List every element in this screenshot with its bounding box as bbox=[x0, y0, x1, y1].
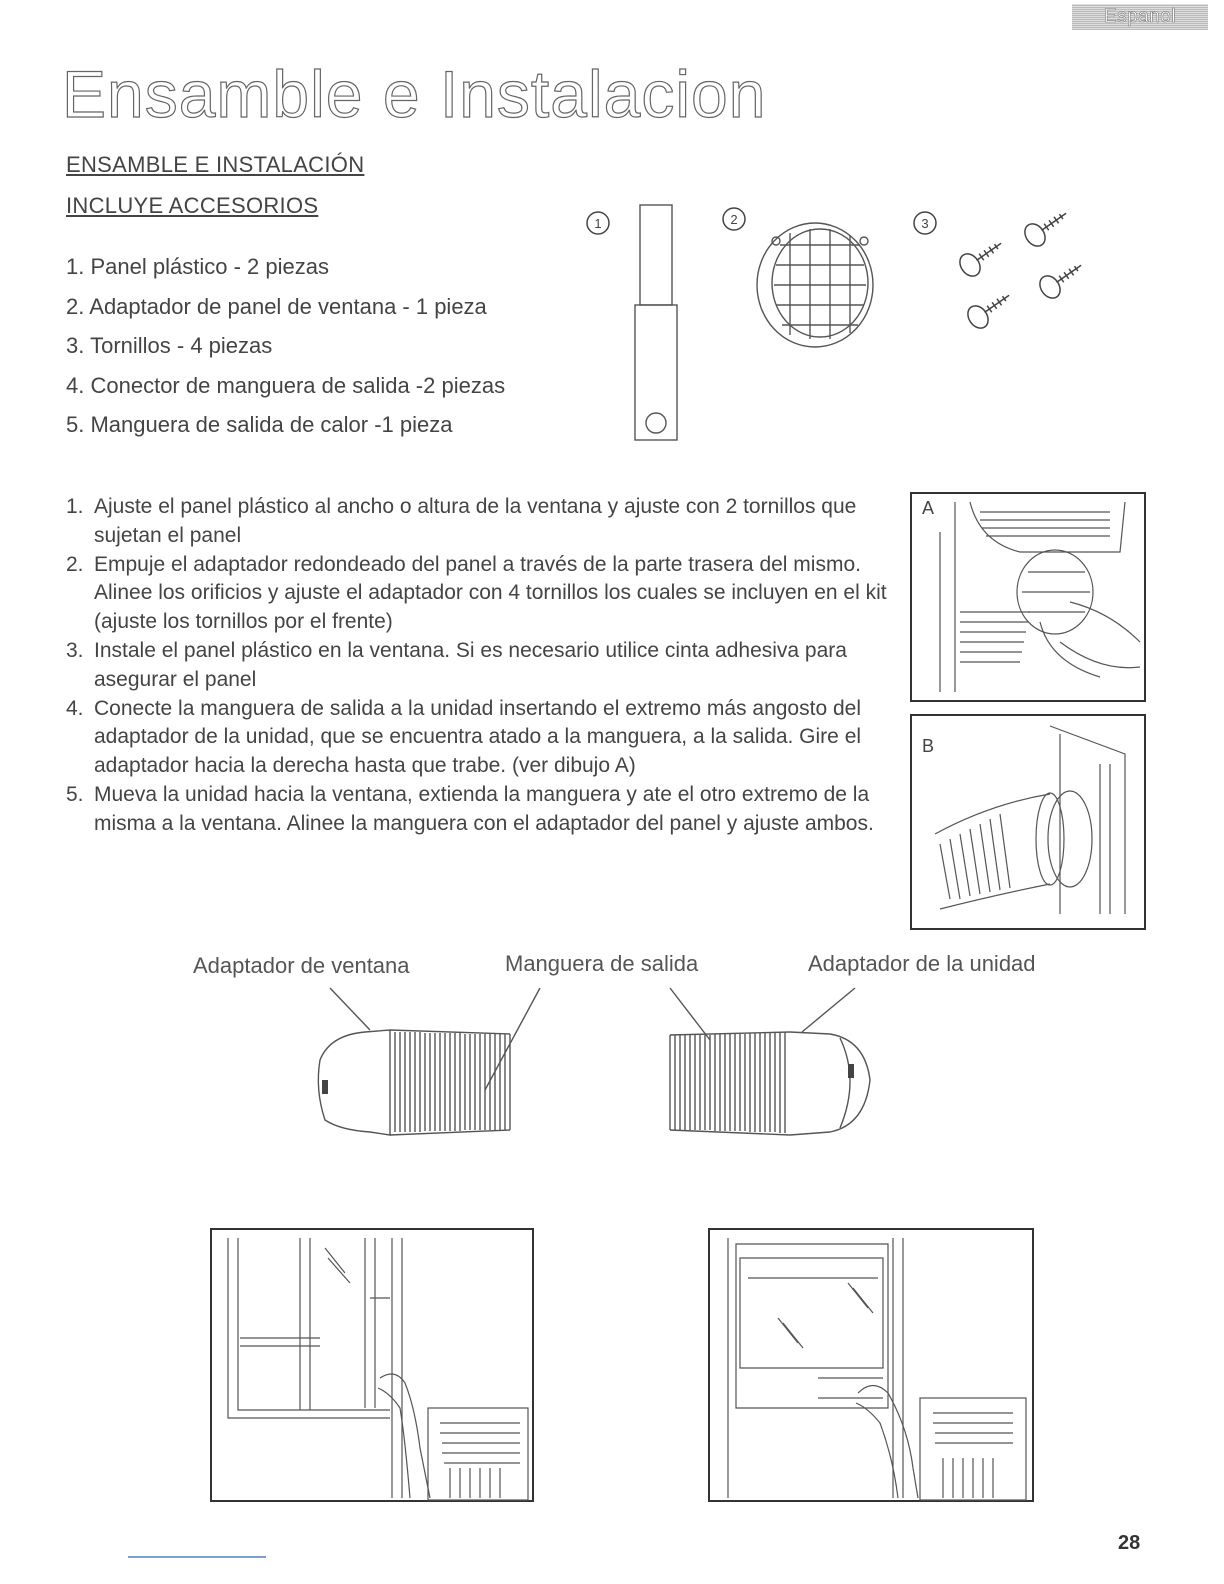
page-number: 28 bbox=[1118, 1532, 1141, 1554]
list-item: 3. Instale el panel plástico en la ventana. Si es necesario utilice cinta adhesiva para asegurar el panel bbox=[66, 638, 847, 691]
list-item: 2. Empuje el adaptador redondeado del panel a través de la parte trasera del mismo. Alinee los orificios y ajuste el adaptador con 4 tornillos los cuales se incluyen en el kit (ajuste los tornillos por el frente) bbox=[66, 552, 887, 634]
list-item: 4. Conector de manguera de salida -2 piezas bbox=[66, 372, 506, 398]
label-window-adapter: Adaptador de ventana bbox=[193, 953, 410, 978]
hose-diagram bbox=[290, 980, 910, 1150]
figure-a bbox=[910, 492, 1146, 702]
hung-window-illustration bbox=[708, 1228, 1034, 1502]
svg-text:3: 3 bbox=[921, 216, 929, 231]
accessories-list bbox=[66, 250, 505, 448]
svg-text:2: 2 bbox=[730, 212, 738, 227]
figure-number-1 bbox=[587, 212, 609, 234]
page-title: Ensamble e Instalacion bbox=[62, 57, 767, 131]
screws-drawing bbox=[956, 203, 1088, 332]
figure-b-label: B bbox=[922, 736, 935, 756]
section-heading: ENSAMBLE E INSTALACIÓN bbox=[66, 152, 365, 177]
svg-text:1: 1 bbox=[594, 216, 602, 231]
sliding-window-illustration bbox=[210, 1228, 534, 1502]
list-item: 3. Tornillos - 4 piezas bbox=[66, 333, 273, 358]
language-tab: Espanol bbox=[1072, 4, 1208, 30]
list-item: 1. Panel plástico - 2 piezas bbox=[66, 254, 329, 279]
window-adapter-drawing bbox=[757, 223, 873, 347]
figure-number-3 bbox=[914, 212, 936, 234]
figure-a-label: A bbox=[922, 498, 935, 518]
list-item: 2. Adaptador de panel de ventana - 1 pieza bbox=[66, 293, 487, 319]
label-unit-adapter: Adaptador de la unidad bbox=[808, 951, 1036, 976]
list-item: 5. Manguera de salida de calor -1 pieza bbox=[66, 412, 453, 437]
figure-number-2 bbox=[723, 208, 745, 230]
list-item: 4. Conecte la manguera de salida a la unidad insertando el extremo más angosto del adaptador de la unidad, que se encuentra atado a la manguera, a la salida. Gire el adaptador hacia la derecha hasta que trabe. (ver dibujo A) bbox=[66, 696, 862, 778]
plastic-panel-drawing bbox=[635, 205, 677, 440]
accessories-heading: INCLUYE ACCESORIOS bbox=[66, 193, 319, 218]
installation-steps bbox=[66, 493, 906, 839]
list-item: 1. Ajuste el panel plástico al ancho o altura de la ventana y ajuste con 2 tornillos que sujetan el panel bbox=[66, 495, 857, 547]
footer-divider bbox=[128, 1556, 266, 1558]
list-item: 5. Mueva la unidad hacia la ventana, extienda la manguera y ate el otro extremo de la misma a la ventana. Alinee la manguera con el adaptador del panel y ajuste ambos. bbox=[66, 782, 874, 835]
label-exhaust-hose: Manguera de salida bbox=[505, 951, 699, 976]
accessories-illustration bbox=[580, 195, 1100, 455]
figure-b bbox=[910, 714, 1146, 930]
